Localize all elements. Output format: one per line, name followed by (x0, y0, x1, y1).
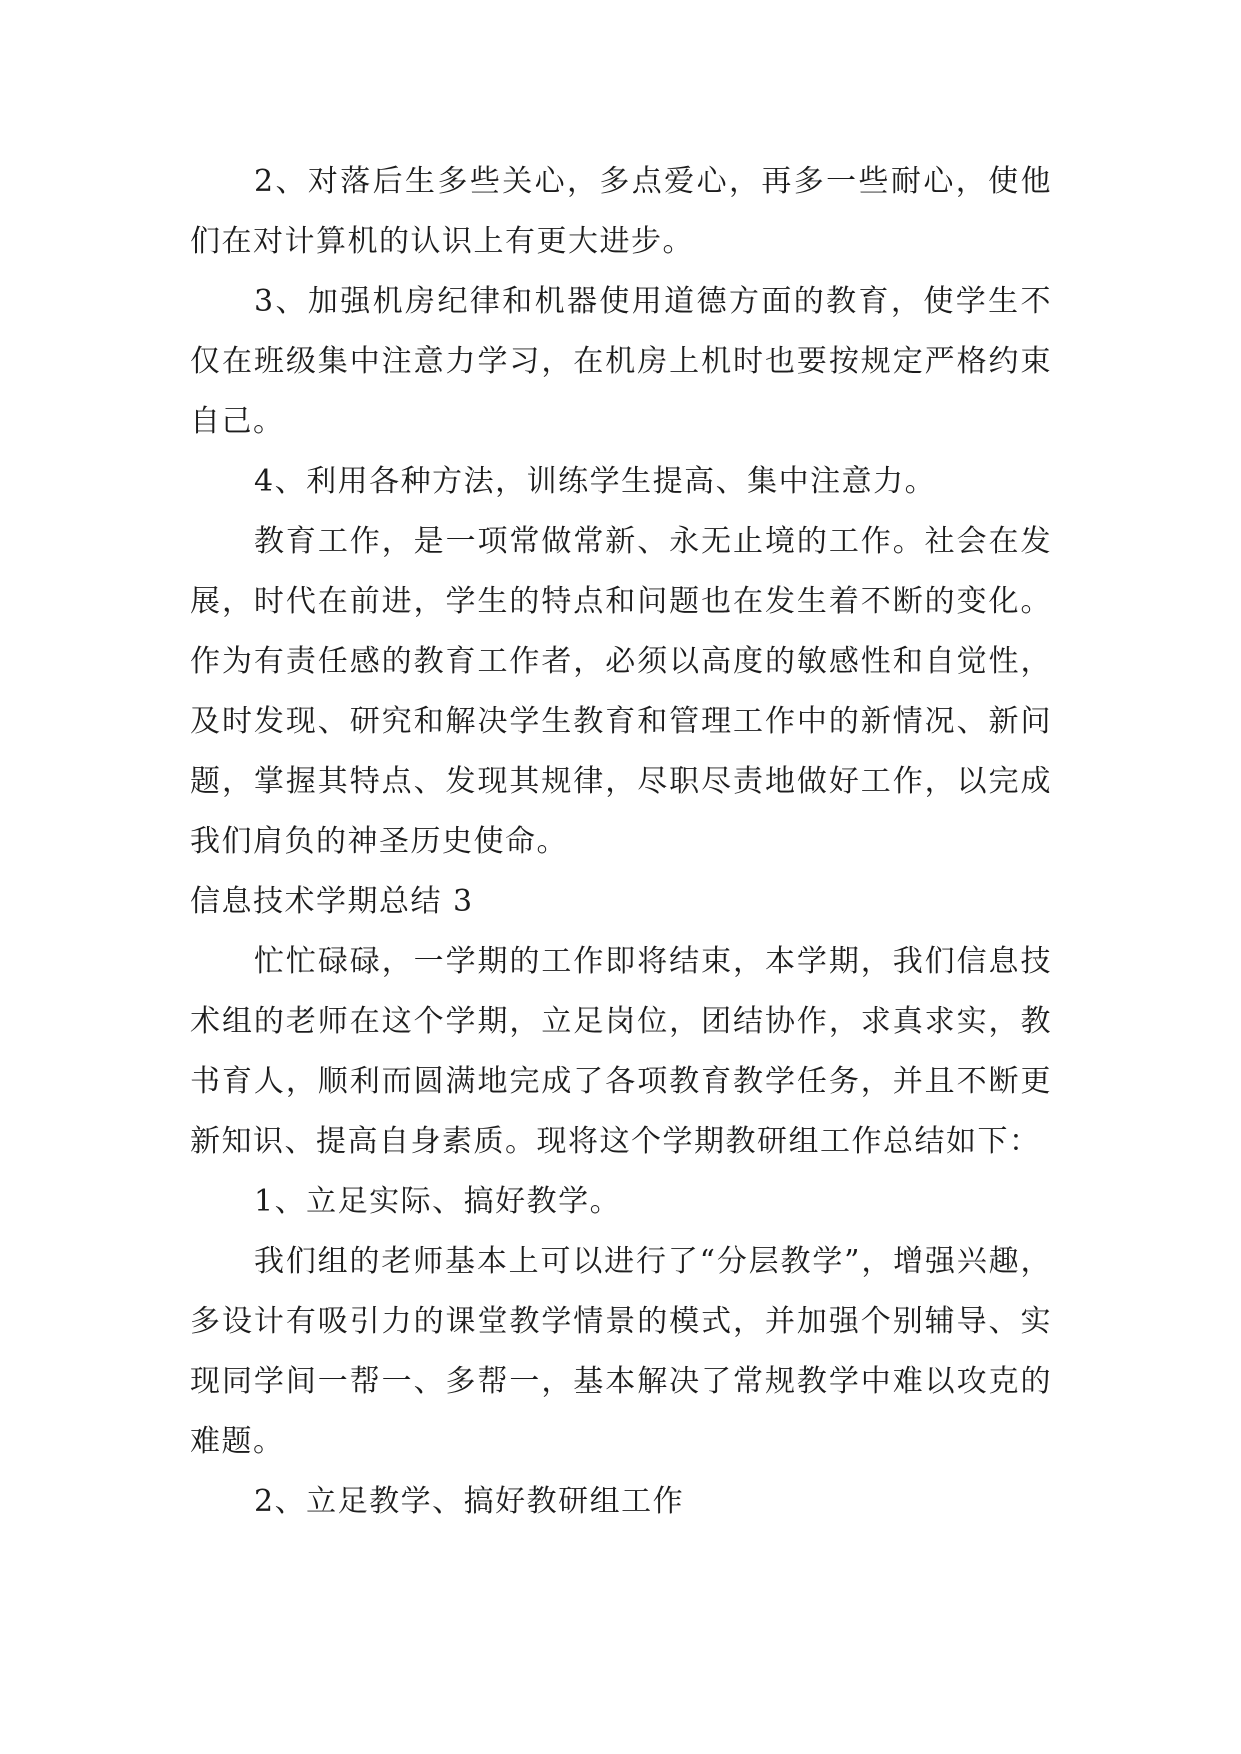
document-body (190, 152, 1052, 1532)
paragraph-item-4: 4、利用各种方法，训练学生提高、集中注意力。 (254, 464, 937, 499)
paragraph-point-1: 1、立足实际、搞好教学。 (254, 1184, 622, 1219)
paragraph-intro: 忙忙碌碌，一学期的工作即将结束，本学期，我们信息技术组的老师在这个学期，立足岗位，团结协作，求真求实，教书育人，顺利而圆满地完成了各项教育教学任务，并且不断更新知识、提高自身素质。现将这个学期教研组工作总结如下： (190, 944, 1052, 1159)
paragraph-item-3: 3、加强机房纪律和机器使用道德方面的教育，使学生不仅在班级集中注意力学习，在机房上机时也要按规定严格约束自己。 (190, 284, 1052, 439)
section-title: 信息技术学期总结 3 (190, 884, 474, 919)
paragraph-education-work: 教育工作，是一项常做常新、永无止境的工作。社会在发展，时代在前进，学生的特点和问题也在发生着不断的变化。作为有责任感的教育工作者，必须以高度的敏感性和自觉性，及时发现、研究和解决学生教育和管理工作中的新情况、新问题，掌握其特点、发现其规律，尽职尽责地做好工作，以完成我们肩负的神圣历史使命。 (190, 524, 1052, 859)
paragraph-point-2: 2、立足教学、搞好教研组工作 (254, 1484, 685, 1519)
paragraph-item-2: 2、对落后生多些关心，多点爱心，再多一些耐心，使他们在对计算机的认识上有更大进步。 (190, 164, 1052, 259)
paragraph-layered-teaching: 我们组的老师基本上可以进行了“分层教学”，增强兴趣，多设计有吸引力的课堂教学情景的模式，并加强个别辅导、实现同学间一帮一、多帮一，基本解决了常规教学中难以攻克的难题。 (190, 1244, 1052, 1459)
